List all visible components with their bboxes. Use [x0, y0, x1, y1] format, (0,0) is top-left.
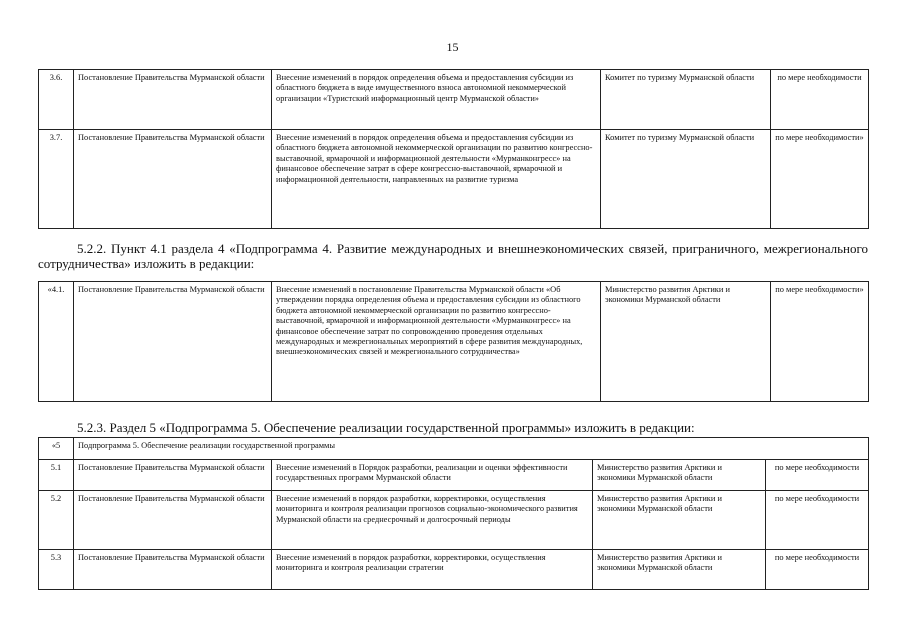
act-type-cell: Постановление Правительства Мурманской области [74, 460, 272, 491]
act-type-cell: Постановление Правительства Мурманской области [74, 130, 272, 229]
executor-cell: Министерство развития Арктики и экономики Мурманской области [593, 491, 766, 550]
term-cell: по мере необходимости» [771, 130, 869, 229]
table-row [39, 550, 869, 590]
row-number: 5.3 [39, 550, 74, 590]
executor-cell: Комитет по туризму Мурманской области [601, 130, 771, 229]
row-number: 5.2 [39, 491, 74, 550]
term-cell: по мере необходимости [771, 70, 869, 130]
subprogram-title: Подпрограмма 5. Обеспечение реализации государственной программы [74, 438, 869, 460]
amendment-paragraph-5-2-2: 5.2.2. Пункт 4.1 раздела 4 «Подпрограмма 4. Развитие международных и внешнеэкономических связей, приграничного, межрегионального сотрудничества» изложить в редакции: [38, 241, 868, 271]
act-type-cell: Постановление Правительства Мурманской области [74, 70, 272, 130]
act-type-cell: Постановление Правительства Мурманской области [74, 550, 272, 590]
act-type-cell: Постановление Правительства Мурманской области [74, 491, 272, 550]
measures-table-section-4 [38, 281, 869, 402]
term-cell: по мере необходимости [766, 491, 869, 550]
content-cell: Внесение изменений в Порядок разработки, реализации и оценки эффективности государственных программ Мурманской области [272, 460, 593, 491]
executor-cell: Министерство развития Арктики и экономики Мурманской области [593, 460, 766, 491]
row-number: 3.6. [39, 70, 74, 130]
executor-cell: Комитет по туризму Мурманской области [601, 70, 771, 130]
page-number: 15 [446, 40, 459, 54]
content-cell: Внесение изменений в порядок определения объема и предоставления субсидии из областного бюджета автономной некоммерческой организации по развитию конгрессно-выставочной, ярмарочной и информационной деятельности «Мурманконгресс» на финансовое обеспечение затрат в сфере конгрессно-выставочной, ярмарочной и информационной деятельности, направленных на развитие туризма [272, 130, 601, 229]
measures-table-section-3 [38, 69, 869, 229]
amendment-paragraph-5-2-3: 5.2.3. Раздел 5 «Подпрограмма 5. Обеспечение реализации государственной программы» изложить в редакции: [77, 420, 695, 435]
content-cell: Внесение изменений в порядок разработки, корректировки, осуществления мониторинга и контроля реализации стратегии [272, 550, 593, 590]
table-row [39, 70, 869, 130]
term-cell: по мере необходимости [766, 550, 869, 590]
measures-table-section-5 [38, 437, 869, 590]
content-cell: Внесение изменений в постановление Правительства Мурманской области «Об утверждении порядка определения объема и предоставления субсидии из областного бюджета автономной некоммерческой организации по развитию конгрессно-выставочной, ярмарочной и информационной деятельности «Мурманконгресс» на финансовое обеспечение затрат по сопровождению проведения отдельных международных и межрегиональных мероприятий в сфере развития международных, внешнеэкономических связей и межрегионального сотрудничества» [272, 282, 601, 402]
table-row [39, 130, 869, 229]
row-number: 5.1 [39, 460, 74, 491]
term-cell: по мере необходимости» [771, 282, 869, 402]
subprogram-header-row [39, 438, 869, 460]
executor-cell: Министерство развития Арктики и экономики Мурманской области [593, 550, 766, 590]
content-cell: Внесение изменений в порядок определения объема и предоставления субсидии из областного бюджета в виде имущественного взноса автономной некоммерческой организации «Туристский информационный центр Мурманской области» [272, 70, 601, 130]
table-row [39, 460, 869, 491]
table-row [39, 491, 869, 550]
row-number: «4.1. [39, 282, 74, 402]
term-cell: по мере необходимости [766, 460, 869, 491]
subprogram-number: «5 [39, 438, 74, 460]
executor-cell: Министерство развития Арктики и экономики Мурманской области [601, 282, 771, 402]
act-type-cell: Постановление Правительства Мурманской области [74, 282, 272, 402]
row-number: 3.7. [39, 130, 74, 229]
table-row [39, 282, 869, 402]
content-cell: Внесение изменений в порядок разработки, корректировки, осуществления мониторинга и контроля реализации прогнозов социально-экономического развития Мурманской области на среднесрочный и долгосрочный периоды [272, 491, 593, 550]
